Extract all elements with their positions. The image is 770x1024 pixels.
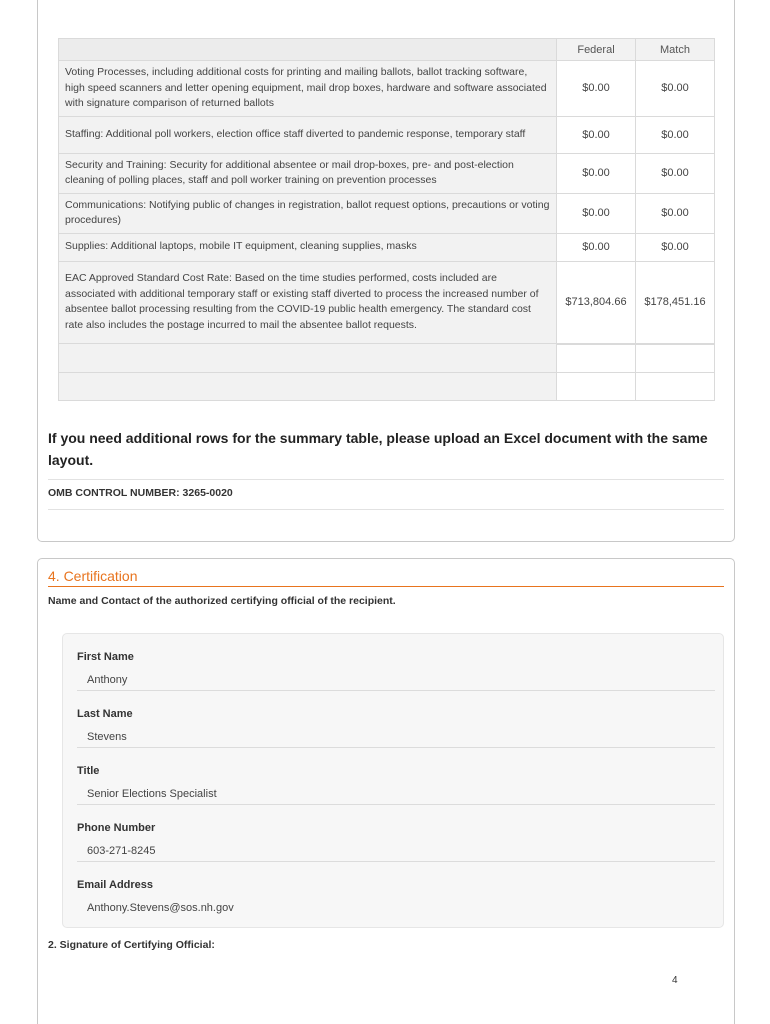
signature-label: 2. Signature of Certifying Official:: [48, 939, 215, 951]
match-amount: $0.00: [636, 61, 715, 117]
row-description: Security and Training: Security for additional absentee or mail drop-boxes, pre- and post-election cleaning of polling places, staff and poll worker training on prevention processes: [59, 153, 557, 193]
title-underline: [48, 586, 724, 587]
contact-details-box: [62, 633, 724, 928]
empty-federal-cell: [557, 372, 636, 400]
title-field: [77, 748, 715, 805]
row-description: Communications: Notifying public of changes in registration, ballot request options, precautions or voting procedures): [59, 193, 557, 233]
match-column-header: Match: [636, 39, 715, 61]
table-row: [59, 261, 715, 343]
email-address-value[interactable]: Anthony.Stevens@sos.nh.gov: [87, 902, 234, 914]
row-description: Voting Processes, including additional costs for printing and mailing ballots, ballot tracking software, high speed scanners and letter opening equipment, mail drop boxes, hardware and software associated with signature comparison of returned ballots: [59, 61, 557, 117]
email-address-field: [77, 862, 715, 919]
first-name-value[interactable]: Anthony: [87, 674, 128, 686]
summary-table: [58, 38, 715, 401]
field-label: Phone Number: [77, 822, 156, 834]
federal-amount: $0.00: [557, 61, 636, 117]
table-row: [59, 153, 715, 193]
match-amount: $0.00: [636, 153, 715, 193]
empty-description-cell: [59, 372, 557, 400]
table-row: [59, 61, 715, 117]
summary-panel: [37, 0, 735, 542]
federal-amount: $0.00: [557, 153, 636, 193]
row-description: Supplies: Additional laptops, mobile IT equipment, cleaning supplies, masks: [59, 233, 557, 261]
match-amount: $0.00: [636, 233, 715, 261]
first-name-field: [77, 634, 715, 691]
federal-amount: $713,804.66: [557, 261, 636, 343]
last-name-field: [77, 691, 715, 748]
title-value[interactable]: Senior Elections Specialist: [87, 788, 217, 800]
empty-federal-cell: [557, 344, 636, 372]
field-label: Last Name: [77, 708, 133, 720]
divider: [48, 509, 724, 510]
omb-control-number: OMB CONTROL NUMBER: 3265-0020: [48, 487, 233, 499]
description-column-header: [59, 39, 557, 61]
table-header-row: [59, 39, 715, 61]
federal-column-header: Federal: [557, 39, 636, 61]
phone-number-value[interactable]: 603-271-8245: [87, 845, 156, 857]
last-name-value[interactable]: Stevens: [87, 731, 127, 743]
table-row: [59, 116, 715, 153]
page-number: 4: [672, 975, 678, 986]
match-amount: $178,451.16: [636, 261, 715, 343]
certification-subtitle: Name and Contact of the authorized certifying official of the recipient.: [48, 595, 396, 607]
field-label: Email Address: [77, 879, 154, 891]
match-amount: $0.00: [636, 116, 715, 153]
empty-match-cell: [636, 372, 715, 400]
phone-number-field: [77, 805, 715, 862]
row-description: EAC Approved Standard Cost Rate: Based on the time studies performed, costs included are associated with additional temporary staff or existing staff diverted to process the increased number of absentee ballot processing resulting from the COVID-19 public health emergency. The standard cost rate also includes the postage incurred to mail the absentee ballot requests.: [59, 261, 557, 343]
empty-match-cell: [636, 344, 715, 372]
match-amount: $0.00: [636, 193, 715, 233]
field-label: First Name: [77, 651, 134, 663]
empty-description-cell: [59, 343, 557, 372]
federal-amount: $0.00: [557, 116, 636, 153]
federal-amount: $0.00: [557, 233, 636, 261]
certification-title: 4. Certification: [48, 568, 138, 584]
field-label: Title: [77, 765, 100, 777]
federal-amount: $0.00: [557, 193, 636, 233]
additional-rows-note: If you need additional rows for the summary table, please upload an Excel document with the same layout.: [48, 430, 708, 468]
empty-table-row: [59, 372, 715, 400]
table-row: [59, 193, 715, 233]
divider: [48, 479, 724, 480]
table-row: [59, 233, 715, 261]
certification-panel: [37, 558, 735, 1024]
row-description: Staffing: Additional poll workers, election office staff diverted to pandemic response, temporary staff: [59, 116, 557, 153]
